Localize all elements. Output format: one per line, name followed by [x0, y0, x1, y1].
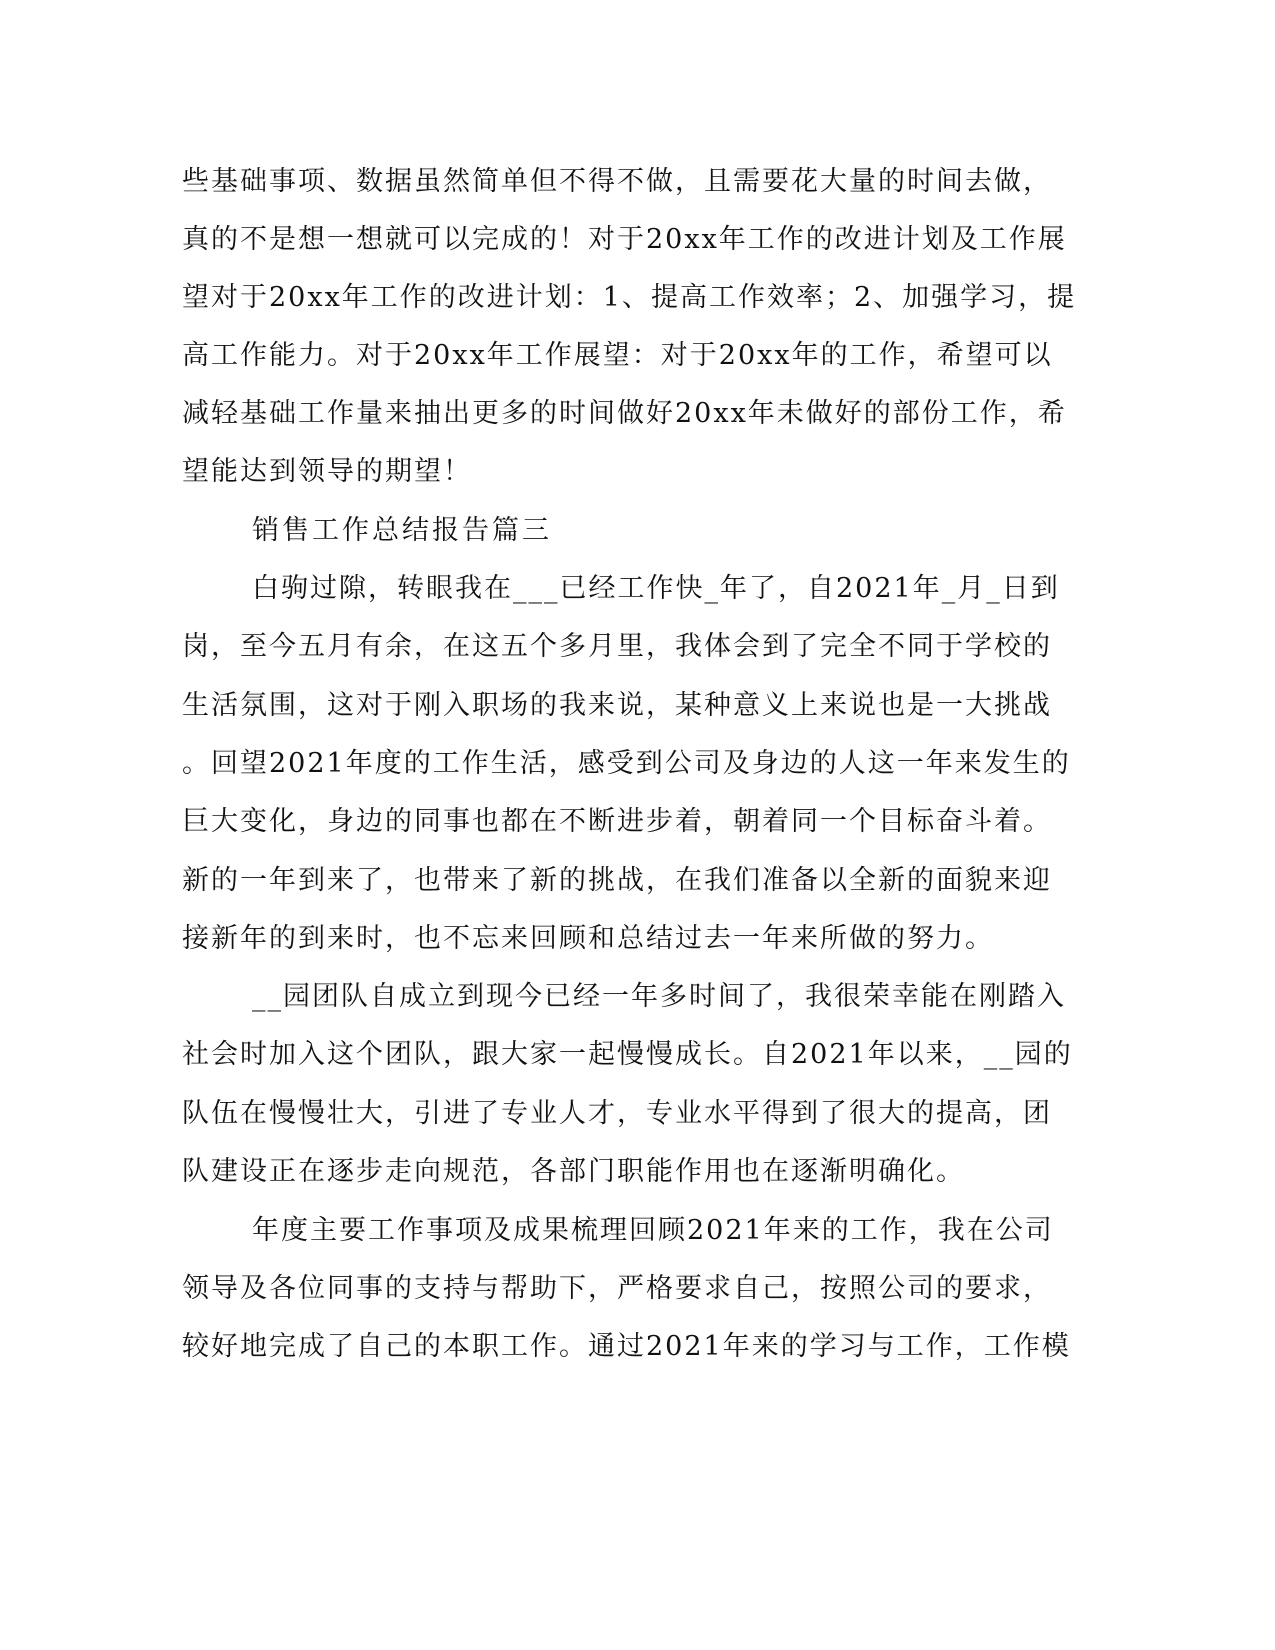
section-heading: 销售工作总结报告篇三 — [252, 515, 552, 546]
body-text-line: 社会时加入这个团队，跟大家一起慢慢成长。自2021年以来，__园的 — [182, 1039, 1073, 1070]
body-text-line: 较好地完成了自己的本职工作。通过2021年来的学习与工作，工作模 — [182, 1331, 1071, 1362]
body-text-line: 。回望2021年度的工作生活，感受到公司及身边的人这一年来发生的 — [182, 748, 1071, 779]
body-text-line: 接新年的到来时，也不忘来回顾和总结过去一年来所做的努力。 — [182, 923, 994, 954]
body-text-line: 新的一年到来了，也带来了新的挑战，在我们准备以全新的面貌来迎 — [182, 865, 1052, 896]
body-text-line: 生活氛围，这对于刚入职场的我来说，某种意义上来说也是一大挑战 — [182, 690, 1052, 721]
body-text-line: 减轻基础工作量来抽出更多的时间做好20xx年未做好的部份工作，希 — [182, 398, 1067, 429]
body-text-line: 望能达到领导的期望！ — [182, 456, 472, 487]
body-text-line: 领导及各位同事的支持与帮助下，严格要求自己，按照公司的要求， — [182, 1273, 1052, 1304]
body-text-line: 望对于20xx年工作的改进计划：1、提高工作效率；2、加强学习，提 — [182, 282, 1077, 313]
paragraph-first-line: 白驹过隙，转眼我在___已经工作快_年了，自2021年_月_日到 — [252, 573, 1060, 604]
body-text-line: 队伍在慢慢壮大，引进了专业人才，专业水平得到了很大的提高，团 — [182, 1098, 1052, 1129]
body-text-line: 队建设正在逐步走向规范，各部门职能作用也在逐渐明确化。 — [182, 1156, 965, 1187]
body-text-line: 高工作能力。对于20xx年工作展望：对于20xx年的工作，希望可以 — [182, 340, 1053, 371]
body-text-line: 些基础事项、数据虽然简单但不得不做，且需要花大量的时间去做， — [182, 166, 1052, 197]
paragraph-first-line: __园团队自成立到现今已经一年多时间了，我很荣幸能在刚踏入 — [252, 981, 1066, 1012]
body-text-line: 巨大变化，身边的同事也都在不断进步着，朝着同一个目标奋斗着。 — [182, 806, 1052, 837]
paragraph-first-line: 年度主要工作事项及成果梳理回顾2021年来的工作，我在公司 — [252, 1215, 1054, 1246]
body-text-line: 岗，至今五月有余，在这五个多月里，我体会到了完全不同于学校的 — [182, 631, 1052, 662]
body-text-line: 真的不是想一想就可以完成的！对于20xx年工作的改进计划及工作展 — [182, 224, 1067, 255]
